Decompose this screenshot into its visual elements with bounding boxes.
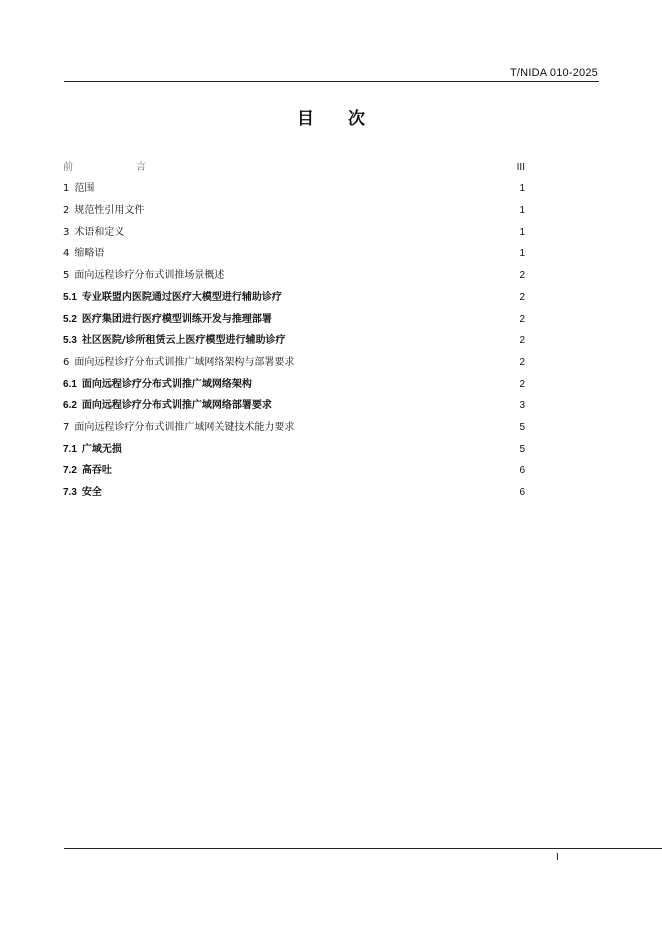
- toc-entry[interactable]: [63, 282, 525, 304]
- toc-entry-page: 6: [519, 465, 525, 477]
- toc-entry[interactable]: [63, 412, 525, 434]
- toc-dot-leader: [96, 185, 517, 195]
- toc-entry-page: 5: [519, 443, 525, 455]
- toc-dot-leader: [126, 229, 517, 239]
- toc-entry-number: 7.3: [63, 487, 77, 498]
- toc-entry-label: 规范性引用文件: [74, 205, 145, 217]
- toc-entry-label: 面向远程诊疗分布式训推广域网络部署要求: [81, 400, 272, 412]
- toc-entry[interactable]: [63, 260, 525, 282]
- toc-entry-label: 专业联盟内医院通过医疗大模型进行辅助诊疗: [81, 291, 282, 303]
- toc-dot-leader: [254, 381, 518, 391]
- toc-entry-number: 5.3: [63, 335, 77, 347]
- toc-entry-label: 社区医院/诊所租赁云上医疗模型进行辅助诊疗: [81, 335, 286, 347]
- toc-dot-leader: [146, 207, 517, 217]
- toc-dot-leader: [296, 359, 517, 369]
- toc-entry[interactable]: [63, 477, 525, 499]
- toc-entry-number: 5.2: [63, 313, 77, 325]
- footer-rule: [64, 848, 662, 849]
- toc-entry-number: 5: [63, 270, 70, 282]
- toc-entry-page: 2: [519, 270, 525, 282]
- toc-dot-leader: [226, 272, 517, 282]
- table-of-contents: [63, 152, 525, 499]
- toc-entry[interactable]: [63, 326, 525, 348]
- toc-entry-number: 7.2: [63, 465, 77, 477]
- toc-entry-page: 6: [519, 487, 525, 498]
- toc-entry-number: 4: [63, 248, 70, 260]
- toc-entry-label: 面向远程诊疗分布式训推广域网络架构: [81, 378, 252, 390]
- toc-entry-label: 医疗集团进行医疗模型训练开发与推理部署: [81, 313, 272, 325]
- toc-dot-leader: [274, 402, 518, 412]
- toc-entry-page: 1: [519, 183, 525, 195]
- toc-entry-page: III: [516, 161, 525, 173]
- toc-entry-page: 3: [519, 400, 525, 412]
- toc-entry-page: 5: [519, 421, 525, 433]
- toc-entry[interactable]: [63, 195, 525, 217]
- toc-entry[interactable]: [63, 174, 525, 196]
- toc-entry-label: 高吞吐: [81, 465, 112, 477]
- toc-dot-leader: [106, 250, 517, 260]
- toc-entry-number: 6.1: [63, 378, 77, 390]
- toc-dot-leader: [288, 337, 518, 347]
- header-rule: [64, 81, 599, 82]
- toc-dot-leader: [296, 424, 517, 434]
- toc-entry[interactable]: [63, 217, 525, 239]
- toc-entry-label: 缩略语: [74, 248, 105, 260]
- toc-entry-page: 1: [519, 248, 525, 260]
- toc-dot-leader: [104, 489, 518, 499]
- toc-dot-leader: [178, 164, 514, 174]
- toc-entry-number: 5.1: [63, 291, 77, 303]
- toc-entry-label: 术语和定义: [74, 226, 125, 238]
- toc-entry[interactable]: [63, 391, 525, 413]
- toc-entry-label: 面向远程诊疗分布式训推广域网关键技术能力要求: [74, 421, 295, 433]
- toc-entry[interactable]: [63, 152, 525, 174]
- toc-entry[interactable]: [63, 239, 525, 261]
- toc-entry-number: 2: [63, 205, 70, 217]
- toc-entry-label: 面向远程诊疗分布式训推广域网络架构与部署要求: [74, 356, 295, 368]
- toc-dot-leader: [284, 294, 518, 304]
- toc-entry-page: 2: [519, 356, 525, 368]
- toc-entry-number: 6: [63, 356, 70, 368]
- footer-page-number: I: [556, 852, 559, 863]
- toc-entry-label: 安全: [81, 487, 102, 498]
- toc-entry[interactable]: [63, 369, 525, 391]
- toc-entry[interactable]: [63, 456, 525, 478]
- toc-entry-label: 范围: [74, 183, 95, 195]
- toc-entry-number: 7.1: [63, 443, 77, 455]
- toc-entry-page: 1: [519, 226, 525, 238]
- toc-entry[interactable]: [63, 304, 525, 326]
- toc-entry-page: 2: [519, 378, 525, 390]
- toc-entry-page: 2: [519, 291, 525, 303]
- toc-entry-label: 面向远程诊疗分布式训推场景概述: [74, 270, 225, 282]
- toc-entry-number: 7: [63, 421, 70, 433]
- toc-entry-label: 广域无损: [81, 443, 122, 455]
- toc-entry-page: 2: [519, 335, 525, 347]
- toc-entry-number: 1: [63, 183, 70, 195]
- toc-dot-leader: [114, 467, 518, 477]
- toc-entry-page: 1: [519, 205, 525, 217]
- toc-entry-page: 2: [519, 313, 525, 325]
- toc-entry[interactable]: [63, 434, 525, 456]
- toc-entry[interactable]: [63, 347, 525, 369]
- toc-entry-label: 前 言: [63, 161, 177, 173]
- document-code: T/NIDA 010-2025: [510, 67, 598, 79]
- toc-entry-number: 3: [63, 226, 70, 238]
- toc-dot-leader: [124, 446, 518, 456]
- page-title: 目 次: [297, 109, 379, 129]
- toc-dot-leader: [274, 316, 518, 326]
- toc-entry-number: 6.2: [63, 400, 77, 412]
